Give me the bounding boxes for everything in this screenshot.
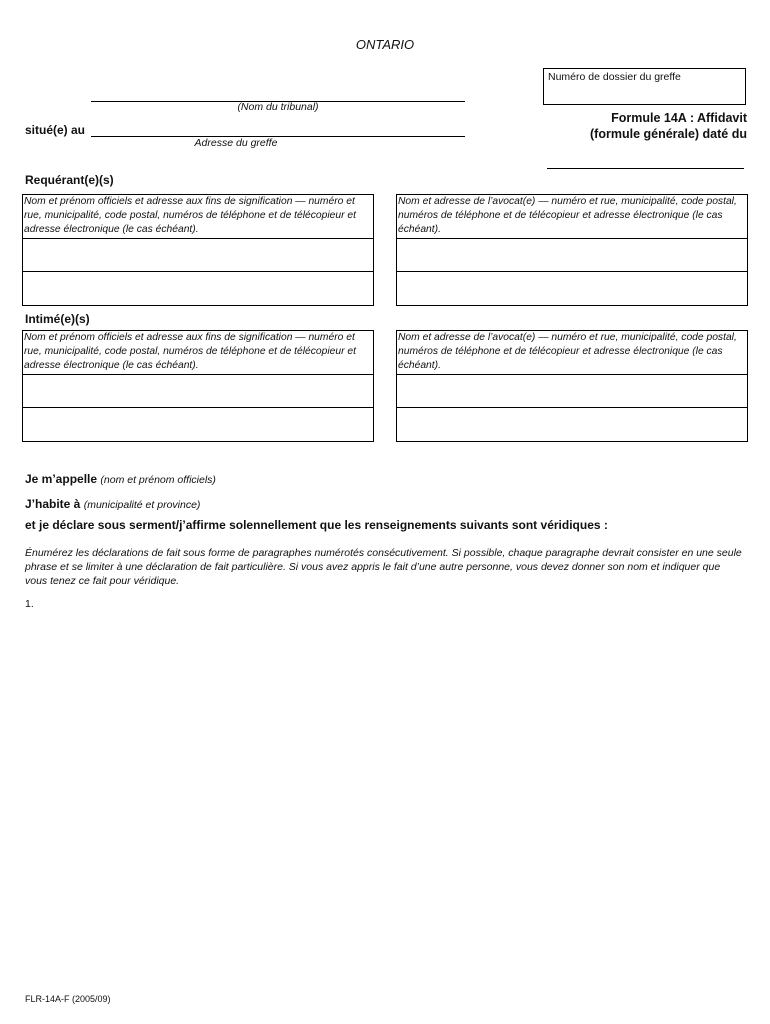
located-at-label: situé(e) au bbox=[25, 123, 86, 137]
applicant-lawyer-box bbox=[396, 194, 748, 306]
declarant-residence-hint: (municipalité et province) bbox=[83, 499, 201, 511]
respondents-label: Intimé(e)(s) bbox=[25, 312, 90, 326]
applicant-lawyer-row[interactable] bbox=[397, 272, 747, 305]
declarant-residence-line[interactable] bbox=[25, 497, 200, 511]
declarant-name-hint: (nom et prénom officiels) bbox=[100, 474, 216, 486]
respondent-lawyer-header: Nom et adresse de l’avocat(e) — numéro et rue, municipalité, code postal, numéros de téléphone et de télécopieur et adresse électronique (le cas échéant). bbox=[397, 331, 747, 375]
court-address-caption: Adresse du greffe bbox=[194, 137, 278, 149]
applicant-party-header: Nom et prénom officiels et adresse aux fins de signification — numéro et rue, municipalité, code postal, numéros de téléphone et de télécopieur et adresse électronique (le cas échéant). bbox=[23, 195, 373, 239]
respondent-party-row[interactable] bbox=[23, 408, 373, 441]
declarant-residence-label: J’habite à bbox=[25, 497, 81, 511]
applicant-lawyer-header: Nom et adresse de l’avocat(e) — numéro et rue, municipalité, code postal, numéros de téléphone et de télécopieur et adresse électronique (le cas échéant). bbox=[397, 195, 747, 239]
oath-statement: et je déclare sous serment/j’affirme solennellement que les renseignements suivants sont véridiques : bbox=[25, 518, 608, 532]
court-name-caption: (Nom du tribunal) bbox=[237, 101, 319, 113]
respondent-lawyer-row[interactable] bbox=[397, 375, 747, 408]
declarant-name-label: Je m’appelle bbox=[25, 472, 98, 486]
applicant-party-row[interactable] bbox=[23, 239, 373, 272]
paragraph-number[interactable]: 1. bbox=[25, 598, 34, 610]
applicants-label: Requérant(e)(s) bbox=[25, 173, 114, 187]
date-field[interactable] bbox=[547, 168, 744, 169]
applicant-lawyer-row[interactable] bbox=[397, 239, 747, 272]
jurisdiction-title: ONTARIO bbox=[355, 37, 415, 52]
respondent-party-header: Nom et prénom officiels et adresse aux fins de signification — numéro et rue, municipalité, code postal, numéros de téléphone et de télécopieur et adresse électronique (le cas échéant). bbox=[23, 331, 373, 375]
applicant-party-box bbox=[22, 194, 374, 306]
instructions-text: Énumérez les déclarations de fait sous forme de paragraphes numérotés consécutivement. Si possible, chaque paragraphe devrait consister en une seule phrase et se limiter à une déclaration de fait particulière. Si vous avez appris le fait d’une autre personne, vous devez donner son nom et indiquer que vous tenez ce fait pour véridique. bbox=[25, 547, 742, 587]
respondent-lawyer-row[interactable] bbox=[397, 408, 747, 441]
respondent-party-box bbox=[22, 330, 374, 442]
declarant-name-line[interactable] bbox=[25, 472, 216, 486]
applicant-party-row[interactable] bbox=[23, 272, 373, 305]
form-title: Formule 14A : Affidavit (formule générale) daté du bbox=[590, 111, 747, 141]
respondent-lawyer-box bbox=[396, 330, 748, 442]
file-number-field[interactable] bbox=[543, 68, 746, 105]
form-code: FLR-14A-F (2005/09) bbox=[25, 994, 111, 1004]
respondent-party-row[interactable] bbox=[23, 375, 373, 408]
file-number-label: Numéro de dossier du greffe bbox=[548, 71, 681, 83]
